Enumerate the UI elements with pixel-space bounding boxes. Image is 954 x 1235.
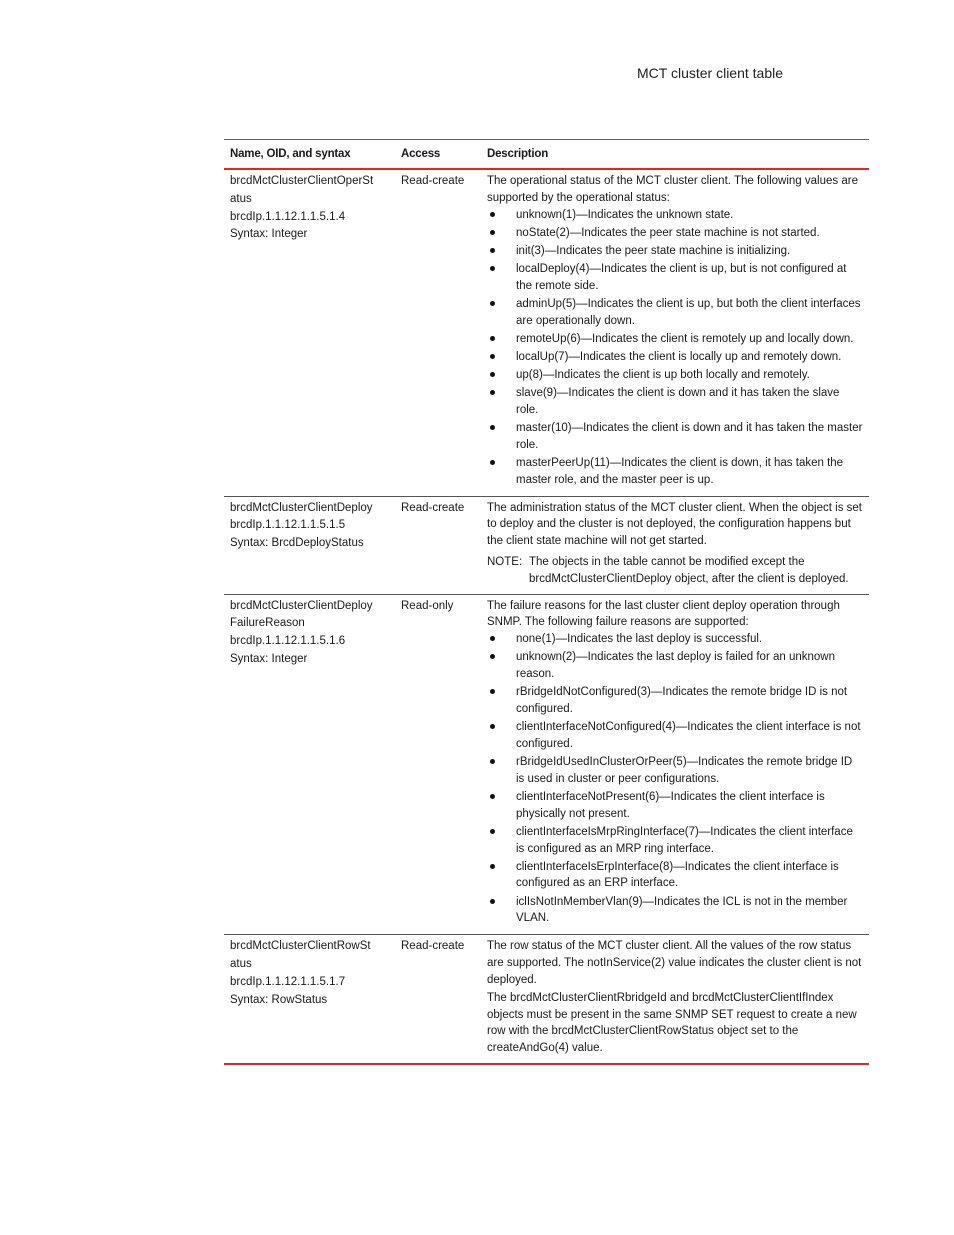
description-paragraph: The row status of the MCT cluster client. All the values of the row status are supported. The notInService(2) value indicates the cluster client is not deployed.: [487, 940, 862, 986]
list-item: clientInterfaceNotPresent(6)—Indicates the client interface is physically not present.: [487, 789, 863, 823]
list-item: clientInterfaceIsMrpRingInterface(7)—Indicates the client interface is configured as an MRP ring interface.: [487, 824, 863, 858]
name-cell: [224, 595, 395, 935]
access-value: Read-create: [401, 501, 465, 514]
description-cell: [481, 170, 869, 496]
syntax-line: Syntax: BrcdDeployStatus: [230, 537, 364, 550]
value-list: [487, 631, 863, 927]
table-row: [224, 170, 869, 496]
name-cell: [224, 170, 395, 496]
description-cell: [481, 595, 869, 935]
name-cell: [224, 497, 395, 594]
description-cell: [481, 497, 869, 594]
list-item: slave(9)—Indicates the client is down and it has taken the slave role.: [487, 385, 863, 419]
list-item: up(8)—Indicates the client is up both locally and remotely.: [487, 367, 863, 384]
value-list: [487, 207, 863, 489]
syntax-line: Syntax: RowStatus: [230, 993, 328, 1006]
access-cell: [395, 170, 481, 496]
access-cell: [395, 935, 481, 1063]
mib-table: [224, 139, 869, 1065]
name-line: brcdMctClusterClientOperSt: [230, 175, 374, 187]
list-item: clientInterfaceIsErpInterface(8)—Indicates the client interface is configured as an ERP interface.: [487, 859, 863, 893]
list-item: masterPeerUp(11)—Indicates the client is down, it has taken the master role, and the master peer is up.: [487, 455, 863, 489]
description-paragraph: The operational status of the MCT cluster client. The following values are supported by the operational status:: [487, 175, 858, 204]
list-item: none(1)—Indicates the last deploy is successful.: [487, 631, 863, 648]
access-cell: [395, 497, 481, 594]
list-item: master(10)—Indicates the client is down and it has taken the master role.: [487, 420, 863, 454]
list-item: adminUp(5)—Indicates the client is up, but both the client interfaces are operationally down.: [487, 296, 863, 330]
table-row: [224, 935, 869, 1063]
description-paragraph: The brcdMctClusterClientRbridgeId and brcdMctClusterClientIfIndex objects must be present in the same SNMP SET request to create a new row with the brcdMctClusterClientRowStatus object set to the createAndGo(4) value.: [487, 991, 857, 1055]
syntax-line: Syntax: Integer: [230, 652, 308, 665]
list-item: noState(2)—Indicates the peer state machine is not started.: [487, 225, 863, 242]
access-value: Read-only: [401, 599, 454, 612]
description-cell: [481, 935, 869, 1063]
note-label: NOTE:: [487, 556, 523, 568]
list-item: iclIsNotInMemberVlan(9)—Indicates the ICL is not in the member VLAN.: [487, 894, 863, 928]
name-line: atus: [230, 192, 252, 205]
oid-line: brcdIp.1.1.12.1.1.5.1.4: [230, 210, 346, 223]
name-line: brcdMctClusterClientRowSt: [230, 940, 371, 953]
table-header-row: [224, 140, 869, 168]
oid-line: brcdIp.1.1.12.1.1.5.1.5: [230, 519, 346, 532]
note-text: The objects in the table cannot be modified except the brcdMctClusterClientDeploy object, after the client is deployed.: [529, 556, 849, 585]
list-item: localUp(7)—Indicates the client is locally up and remotely down.: [487, 349, 863, 366]
list-item: localDeploy(4)—Indicates the client is up, but is not configured at the remote side.: [487, 261, 863, 295]
list-item: unknown(2)—Indicates the last deploy is failed for an unknown reason.: [487, 649, 863, 683]
name-line: atus: [230, 958, 252, 971]
access-cell: [395, 595, 481, 935]
description-paragraph: The failure reasons for the last cluster client deploy operation through SNMP. The following failure reasons are supported:: [487, 599, 840, 629]
name-cell: [224, 935, 395, 1063]
name-line: brcdMctClusterClientDeploy: [230, 599, 373, 612]
name-line: brcdMctClusterClientDeploy: [230, 501, 373, 514]
name-line: FailureReason: [230, 617, 305, 630]
list-item: rBridgeIdNotConfigured(3)—Indicates the remote bridge ID is not configured.: [487, 684, 863, 718]
oid-line: brcdIp.1.1.12.1.1.5.1.7: [230, 976, 346, 988]
note-block: [487, 554, 863, 588]
column-header-name: Name, OID, and syntax: [230, 148, 351, 160]
column-header-access: Access: [401, 148, 441, 160]
table-bottom-rule: [224, 1063, 869, 1065]
page-header-title: MCT cluster client table: [637, 65, 784, 81]
table-row: [224, 497, 869, 594]
table-row: [224, 595, 869, 935]
list-item: rBridgeIdUsedInClusterOrPeer(5)—Indicates the remote bridge ID is used in cluster or peer configurations.: [487, 754, 863, 788]
oid-line: brcdIp.1.1.12.1.1.5.1.6: [230, 635, 346, 648]
column-header-description: Description: [487, 148, 549, 160]
list-item: remoteUp(6)—Indicates the client is remotely up and locally down.: [487, 331, 863, 348]
list-item: init(3)—Indicates the peer state machine is initializing.: [487, 243, 863, 260]
syntax-line: Syntax: Integer: [230, 228, 308, 241]
list-item: clientInterfaceNotConfigured(4)—Indicates the client interface is not configured.: [487, 719, 863, 753]
list-item: unknown(1)—Indicates the unknown state.: [487, 207, 863, 224]
access-value: Read-create: [401, 175, 465, 187]
access-value: Read-create: [401, 940, 465, 953]
description-paragraph: The administration status of the MCT cluster client. When the object is set to deploy and the cluster is not deployed, the configuration happens but the client state machine will not get started.: [487, 501, 862, 548]
